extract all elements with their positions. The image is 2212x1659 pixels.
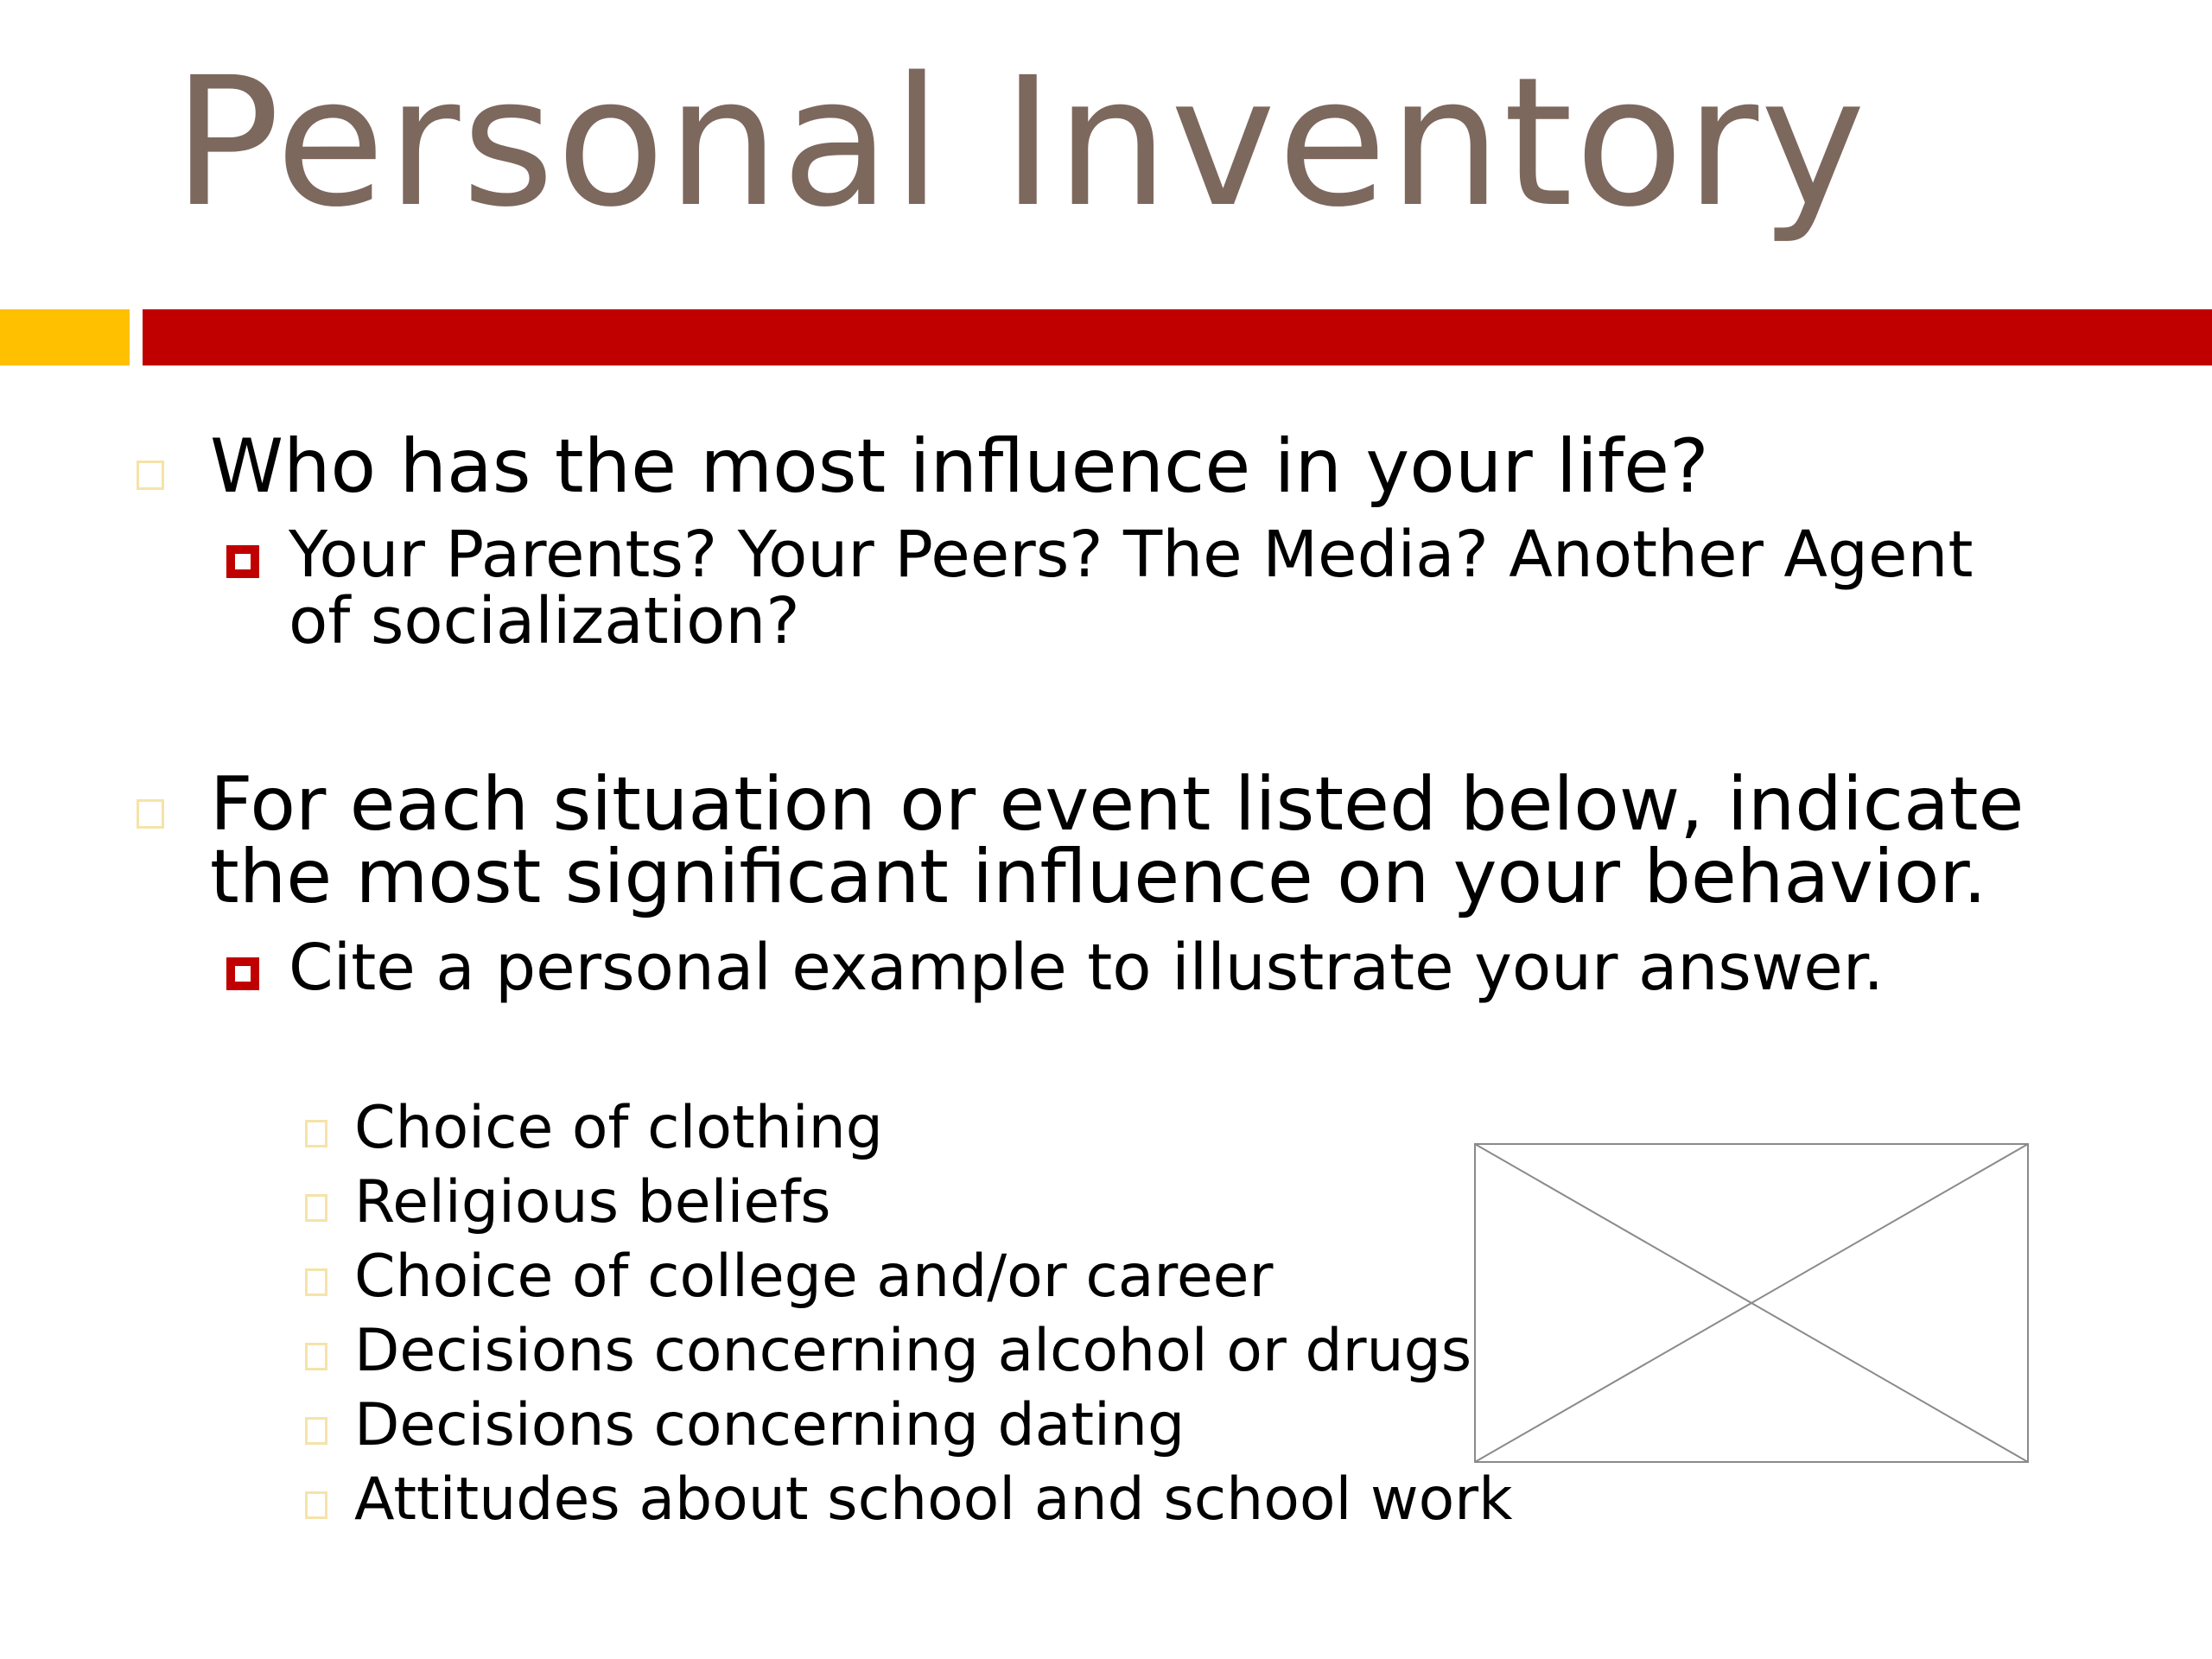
bullet-square-icon xyxy=(137,461,164,490)
image-placeholder-icon xyxy=(1474,1143,2029,1463)
situation-item: Choice of clothing xyxy=(354,1094,883,1162)
sub-bullet-cite-example: Cite a personal example to illustrate your answer. xyxy=(289,931,1884,1005)
slide-title: Personal Inventory xyxy=(173,39,1868,246)
bullet-square-icon xyxy=(305,1268,327,1296)
accent-bar-gold xyxy=(0,309,130,365)
sub-bullet-agents-line1: Your Parents? Your Peers? The Media? Another Agent xyxy=(289,518,1974,592)
bullet-square-icon xyxy=(305,1343,327,1370)
situation-item: Choice of college and/or career xyxy=(354,1243,1274,1311)
situation-item: Decisions concerning alcohol or drugs xyxy=(354,1317,1472,1385)
situation-item: Attitudes about school and school work xyxy=(354,1465,1513,1534)
situation-item: Religious beliefs xyxy=(354,1168,831,1236)
bullet-square-icon xyxy=(305,1417,327,1445)
accent-bar-red xyxy=(143,309,2212,365)
bullet-square-icon xyxy=(137,799,164,829)
bullet-instruction-line1: For each situation or event listed below, indicate xyxy=(210,761,2024,848)
bullet-square-icon xyxy=(305,1491,327,1519)
situation-item: Decisions concerning dating xyxy=(354,1391,1185,1459)
red-square-bullet-icon xyxy=(226,957,259,990)
bullet-square-icon xyxy=(305,1120,327,1147)
red-square-bullet-icon xyxy=(226,545,259,578)
bullet-influence-question: Who has the most influence in your life? xyxy=(210,423,1709,510)
bullet-square-icon xyxy=(305,1194,327,1222)
sub-bullet-agents-line2: of socialization? xyxy=(289,584,800,658)
bullet-instruction-line2: the most significant influence on your behavior. xyxy=(210,834,1987,920)
